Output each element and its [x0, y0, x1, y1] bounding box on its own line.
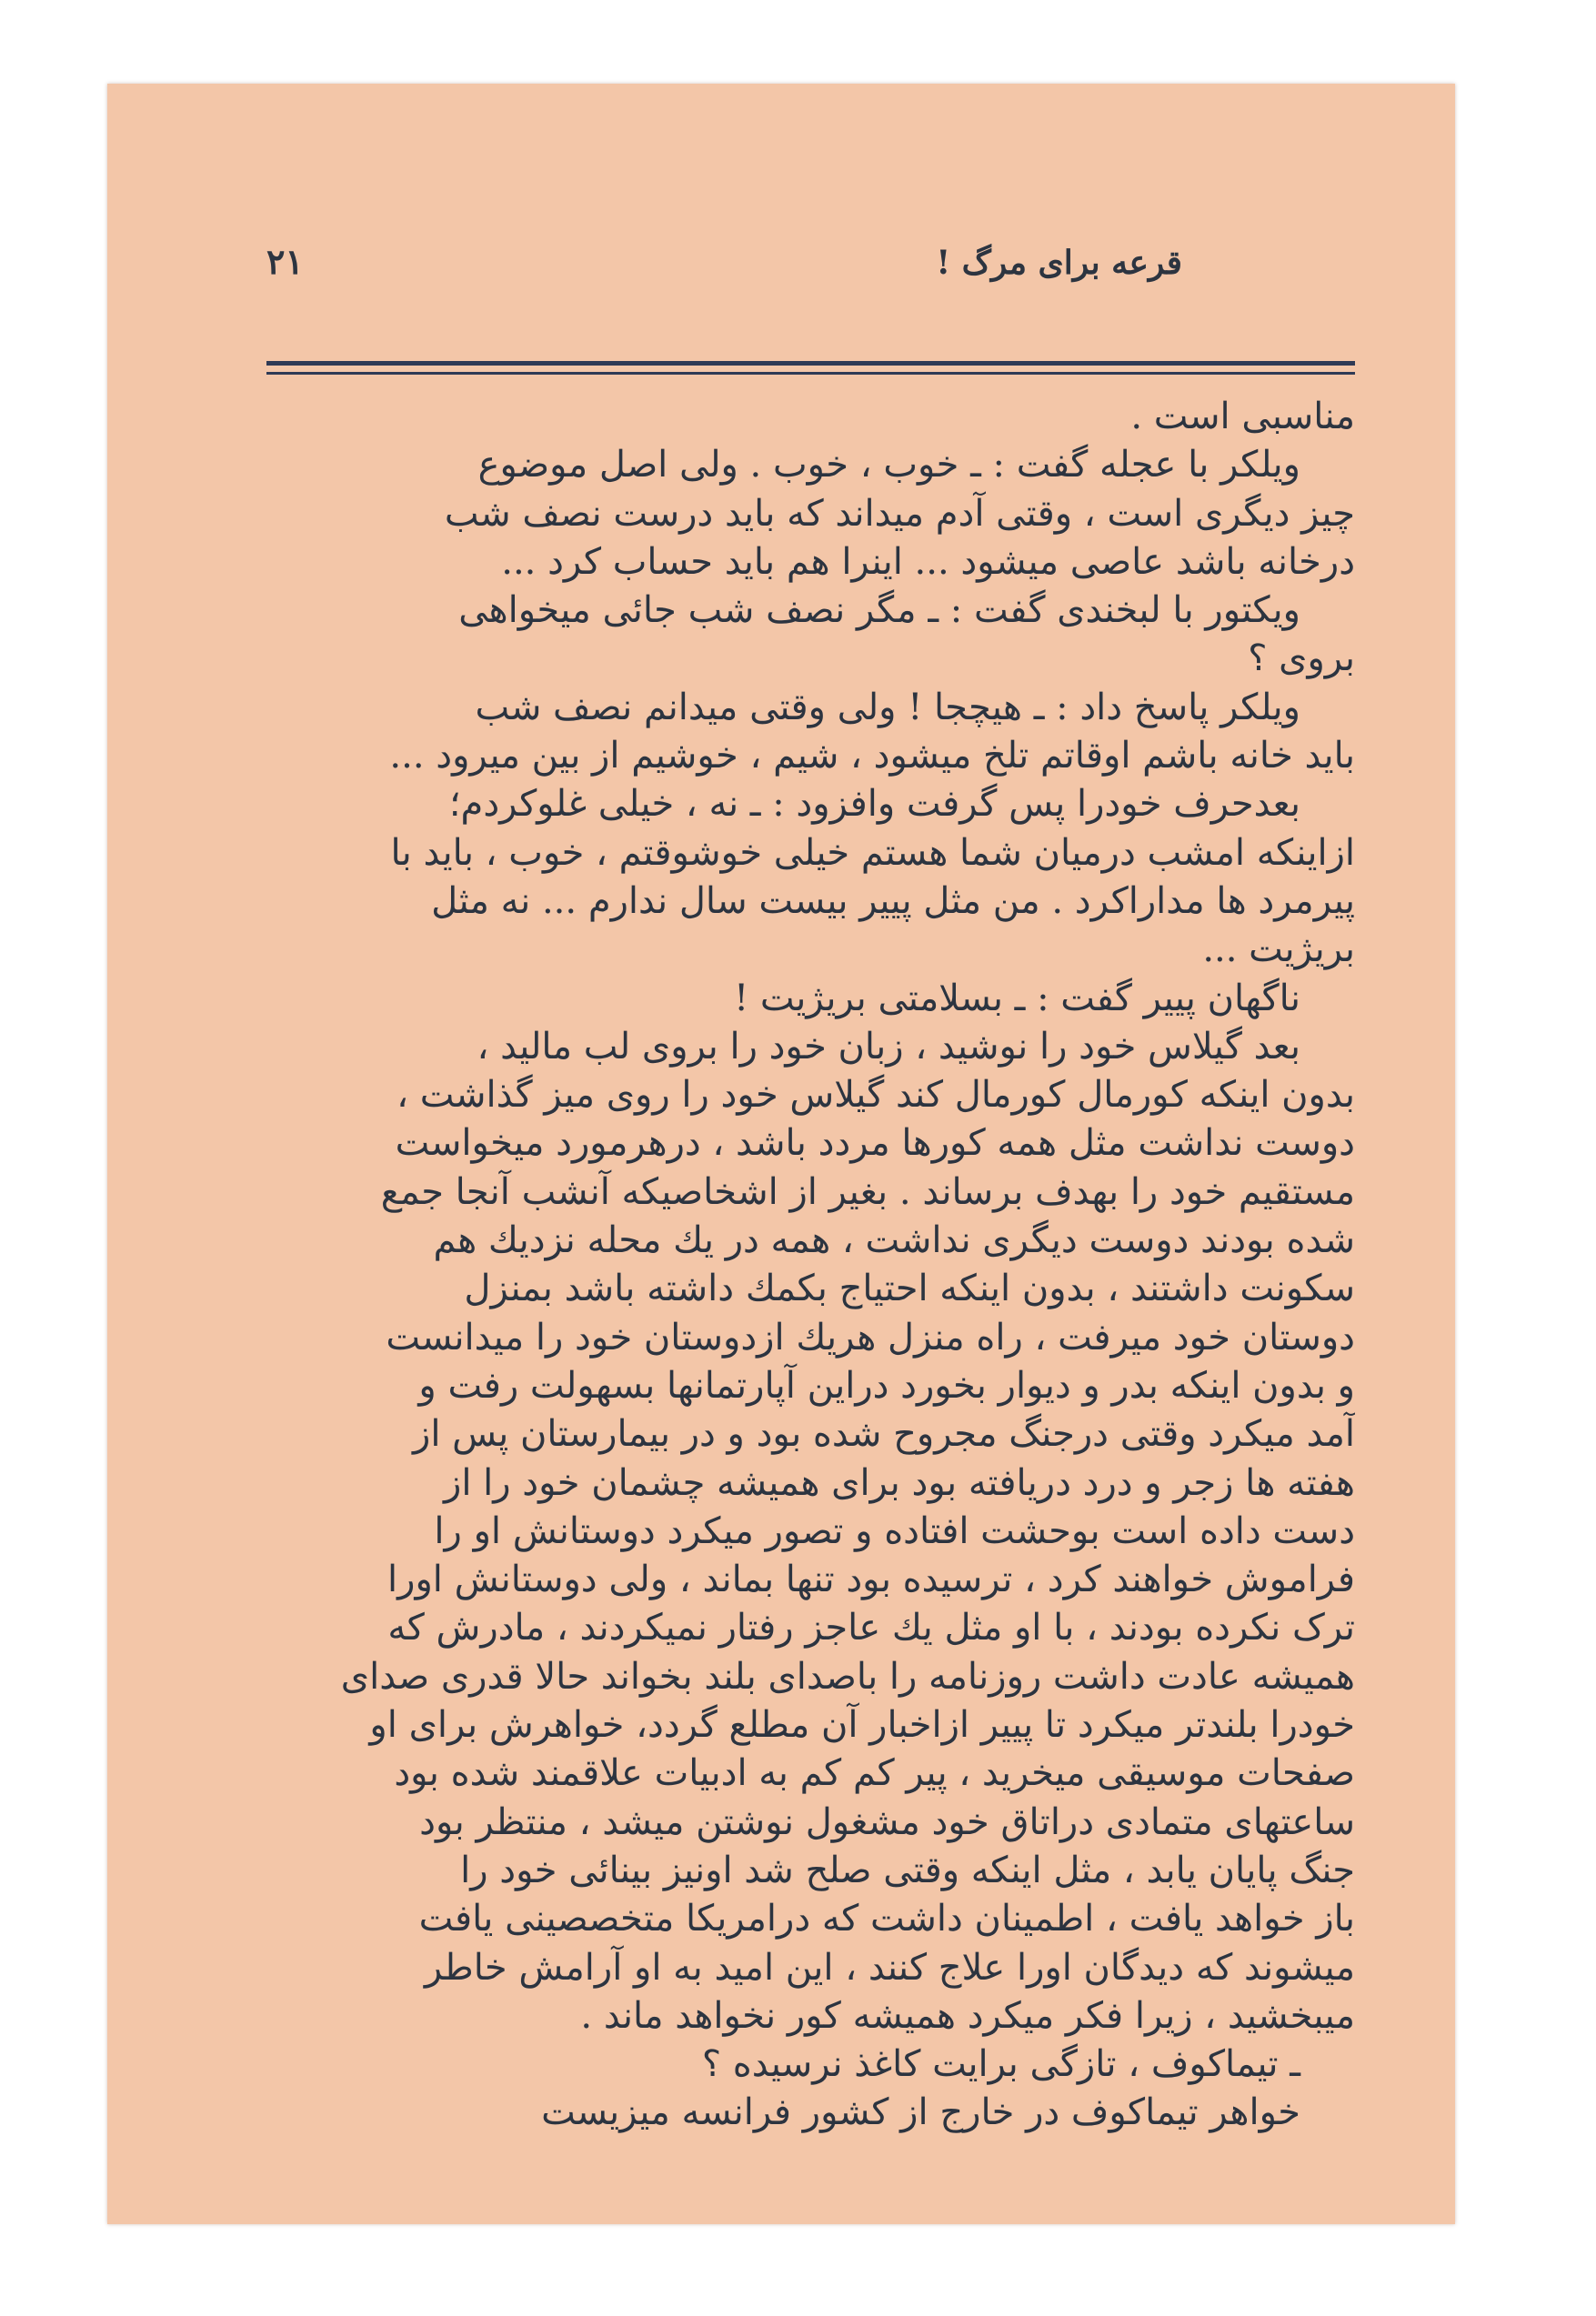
text-line: دوست نداشت مثل همه کورها مردد باشد ، درهرمورد میخواست — [395, 1122, 1355, 1165]
header-rule-thin — [266, 372, 1355, 375]
header-rule-thick — [266, 361, 1355, 366]
text-line: آمد میکرد وقتی درجنگ مجروح شده بود و در بیمارستان پس از — [413, 1413, 1355, 1456]
text-line: دست داده است بوحشت افتاده و تصور میکرد دوستانش او را — [434, 1509, 1355, 1552]
text-line: خودرا بلندتر میکرد تا پییر ازاخبار آن مطلع گردد، خواهرش برای او — [369, 1704, 1355, 1747]
text-line: مستقیم خود را بهدف برساند . بغیر از اشخاصیکه آنشب آنجا جمع — [380, 1170, 1355, 1213]
text-line: و بدون اینکه بدر و دیوار بخورد دراین آپارتمانها بسهولت رفت و — [418, 1364, 1355, 1407]
text-line: ازاینکه امشب درمیان شما هستم خیلی خوشوقتم ، خوب ، باید با — [390, 831, 1355, 874]
text-line: بعد گیلاس خود را نوشید ، زبان خود را بروی لب مالید ، — [477, 1025, 1300, 1068]
text-line: شده بودند دوست دیگری نداشت ، همه در یك محله نزدیك هم — [433, 1219, 1355, 1262]
body-text — [266, 393, 1355, 2138]
text-line: ویکتور با لبخندی گفت : ـ مگر نصف شب جائی میخواهی — [458, 589, 1300, 632]
text-line: بعدحرف خودرا پس گرفت وافزود : ـ نه ، خیلی غلوکردم؛ — [448, 783, 1300, 826]
text-line: بریژیت ... — [1202, 928, 1355, 971]
text-line: دوستان خود میرفت ، راه منزل هریك ازدوستان خود را میدانست — [386, 1316, 1355, 1359]
text-line: مناسبی است . — [1130, 396, 1355, 437]
text-line: میشوند که دیدگان اورا علاج کنند ، این امید به او آرامش خاطر — [424, 1946, 1355, 1989]
text-line: سکونت داشتند ، بدون اینکه احتیاج بکمك داشته باشد بمنزل — [464, 1268, 1355, 1310]
running-title: قرعه برای مرگ ! — [936, 244, 1182, 282]
text-line: باز خواهد یافت ، اطمینان داشت که درامریکا متخصصینی یافت — [418, 1898, 1355, 1940]
text-line: پیرمرد ها مداراکرد . من مثل پییر بیست سال ندارم ... نه مثل — [431, 879, 1355, 922]
text-line: چیز دیگری است ، وقتی آدم میداند که باید درست نصف شب — [444, 492, 1355, 535]
text-line: ویلکر با عجله گفت : ـ خوب ، خوب . ولی اصل موضوع — [477, 444, 1300, 486]
text-line: بدون اینکه کورمال کورمال کند گیلاس خود را روی میز گذاشت ، — [396, 1074, 1355, 1117]
text-line: جنگ پایان یابد ، مثل اینکه وقتی صلح شد اونیز بینائی خود را — [460, 1849, 1355, 1891]
page-number: ۲۱ — [266, 241, 304, 282]
text-line: درخانه باشد عاصی میشود ... اینرا هم باید حساب کرد ... — [501, 540, 1355, 583]
text-line: صفحات موسیقی میخرید ، پیر کم کم به ادبیات علاقمند شده بود — [394, 1752, 1355, 1795]
text-line: میبخشید ، زیرا فکر میکرد همیشه کور نخواهد ماند . — [580, 1994, 1355, 2037]
text-line: خواهر تیماکوف در خارج از کشور فرانسه میزیست — [541, 2091, 1300, 2134]
text-line: ناگهان پییر گفت : ـ بسلامتی بریژیت ! — [734, 977, 1300, 1019]
text-line: ساعتهای متمادی دراتاق خود مشغول نوشتن میشد ، منتظر بود — [419, 1800, 1355, 1843]
text-line: بروی ؟ — [1248, 637, 1355, 680]
text-line: ـ تیماکوف ، تازگی برایت کاغذ نرسیده ؟ — [701, 2043, 1300, 2086]
text-line: فراموش خواهند کرد ، ترسیده بود تنها بماند ، ولی دوستانش اورا — [387, 1559, 1355, 1601]
running-header — [266, 218, 1355, 282]
text-line: ترک نکرده بودند ، با او مثل یك عاجز رفتار نمیکردند ، مادرش که — [387, 1607, 1355, 1649]
book-page — [107, 84, 1455, 2224]
text-line: باید خانه باشم اوقاتم تلخ میشود ، شیم ، خوشیم از بین میرود ... — [389, 735, 1355, 777]
text-line: هفته ها زجر و درد دریافته بود برای همیشه چشمان خود را از — [444, 1461, 1355, 1504]
text-line: همیشه عادت داشت روزنامه را باصدای بلند بخواند حالا قدری صدای — [340, 1655, 1355, 1698]
text-line: ویلکر پاسخ داد : ـ هیچجا ! ولی وقتی میدانم نصف شب — [475, 686, 1300, 728]
